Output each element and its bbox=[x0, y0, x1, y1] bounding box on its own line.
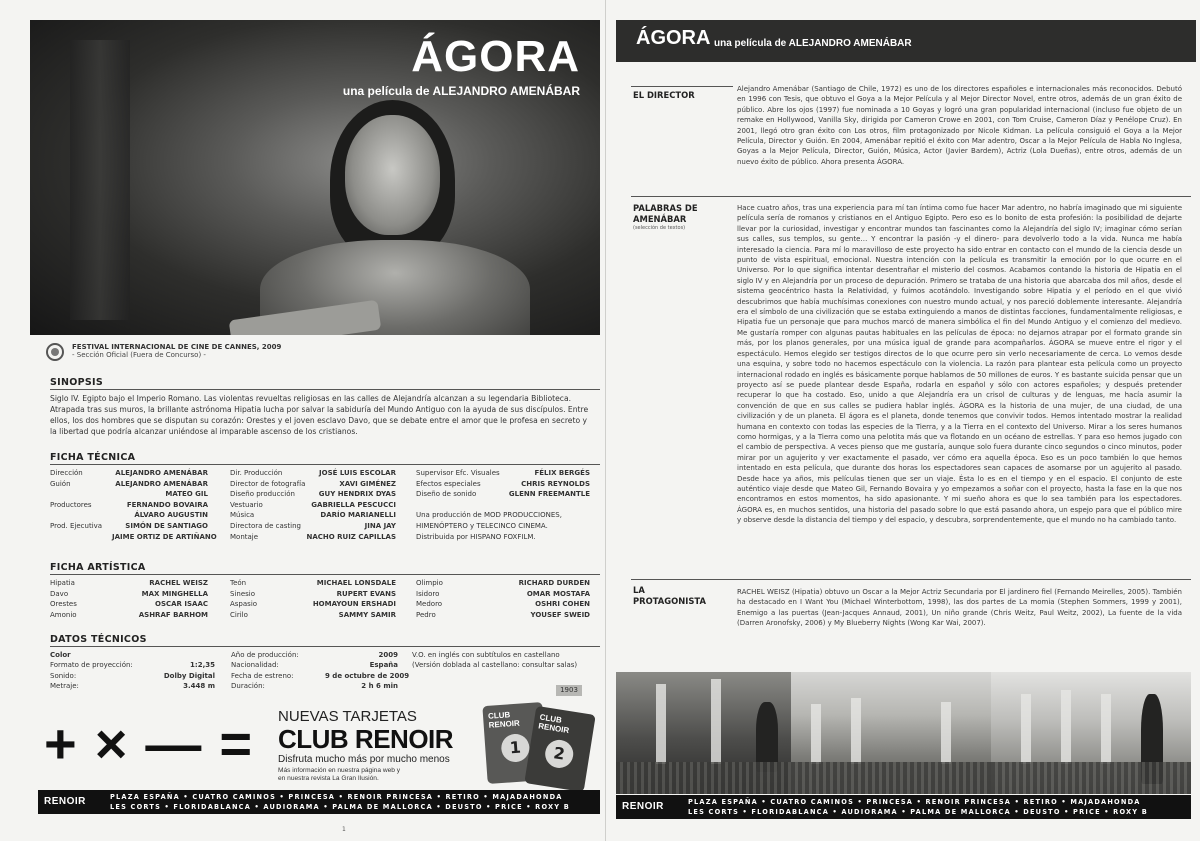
ficha-tecnica-row bbox=[50, 468, 590, 479]
datos-tecnicos-row-cell: Dolby Digital bbox=[163, 671, 215, 680]
ficha-artistica-row-cell: Davo bbox=[50, 589, 69, 598]
still-column bbox=[1021, 694, 1031, 764]
datos-tecnicos-row bbox=[50, 650, 590, 660]
ficha-tecnica-row-cell bbox=[50, 489, 112, 500]
ad-info-line1: Más información en nuestra página web y bbox=[278, 767, 401, 774]
still-column bbox=[711, 679, 721, 764]
festival-info bbox=[46, 343, 281, 361]
ad-title-line2: CLUB RENOIR bbox=[278, 724, 454, 754]
ficha-artistica-row-cell: Pedro bbox=[416, 610, 436, 619]
ficha-tecnica-row-cell: Música bbox=[230, 511, 255, 520]
still-column bbox=[1101, 694, 1111, 764]
still-crowd bbox=[991, 762, 1191, 794]
photo-face bbox=[345, 115, 440, 235]
right-title: ÁGORA bbox=[636, 27, 711, 49]
ficha-tecnica-row bbox=[50, 479, 590, 490]
ficha-tecnica-row-cell: Prod. Ejecutiva bbox=[50, 521, 103, 530]
cinema-list-line1: PLAZA ESPAÑA • CUATRO CAMINOS • PRINCESA • RENOIR PRINCESA • RETIRO • MAJADAHONDA bbox=[110, 793, 563, 801]
film-still-2 bbox=[791, 672, 991, 794]
datos-tecnicos-row-cell: España bbox=[369, 661, 398, 670]
still-crowd bbox=[616, 762, 791, 794]
palabras-note: (selección de textos) bbox=[633, 225, 686, 231]
ficha-tecnica-row-cell: Diseño producción bbox=[230, 490, 295, 499]
minus-symbol: — bbox=[145, 712, 202, 775]
cinema-list-right-line2: LES CORTS • FLORIDABLANCA • AUDIORAMA • PALMA DE MALLORCA • DEUSTO • PRICE • ROXY B bbox=[688, 808, 1149, 816]
ficha-tecnica-row-cell: Dirección bbox=[50, 469, 83, 477]
club-card-2 bbox=[524, 706, 595, 792]
hero-photo bbox=[30, 20, 600, 335]
ficha-artistica-row-cell: OSHRI COHEN bbox=[535, 600, 590, 609]
ficha-tecnica-row bbox=[50, 521, 590, 532]
datos-tecnicos-row bbox=[50, 671, 590, 681]
plus-symbol: + bbox=[44, 712, 77, 775]
ficha-tecnica-row-cell: Distribuida por HISPANO FOXFILM. bbox=[416, 532, 536, 541]
right-subtitle: una película de ALEJANDRO AMENÁBAR bbox=[714, 38, 912, 49]
ad-title-line1: NUEVAS TARJETAS bbox=[278, 708, 417, 725]
ficha-tecnica-row-cell: NACHO RUIZ CAPILLAS bbox=[306, 532, 396, 541]
page-number: 1 bbox=[342, 826, 346, 833]
ficha-tecnica-row-cell: Supervisor Efc. Visuales bbox=[416, 469, 500, 477]
datos-tecnicos-row-cell: Nacionalidad: bbox=[231, 661, 279, 670]
still-column bbox=[811, 704, 821, 764]
ficha-tecnica-row bbox=[50, 500, 590, 511]
ficha-tecnica-row-cell: Diseño de sonido bbox=[416, 490, 477, 499]
still-column bbox=[941, 702, 951, 764]
ficha-artistica-row-cell: RUPERT EVANS bbox=[336, 589, 396, 598]
ficha-artistica-row-cell: RACHEL WEISZ bbox=[149, 579, 208, 587]
ficha-artistica-row-cell: MICHAEL LONSDALE bbox=[316, 579, 396, 587]
datos-tecnicos-row-cell: Sonido: bbox=[50, 671, 77, 680]
ficha-artistica-row bbox=[50, 610, 590, 621]
datos-tecnicos-row-cell: 9 de octubre de 2009 bbox=[325, 671, 410, 680]
director-text: Alejandro Amenábar (Santiago de Chile, 1972) es uno de los directores españoles e internacionales más reconocidos. Debutó en 1996 con Tesis, que obtuvo el Goya a la Mejor Película y al Mejor Director Novel, entre otros, además de un gran éxito de público. Abre los ojos (1997) fue nominada a 10 Goyas y logró una gran popularidad internacional (incluso fue objeto de un remake en Hollywood, Vanilla Sky, dirigida por Cameron Crowe en 2001, con Tom Cruise, Cameron Díaz y Penélope Cruz). En 2001, llegó otro gran éxito con Los otros, film protagonizado por Nicole Kidman. La película consiguió el Goya a la Mejor Película, Director y Guión. En 2004, Amenábar repitió el éxito con Mar adentro, Oscar a la Mejor Película de Habla No Inglesa, Goyas a la Mejor Película, Director, Guión, Música, Actor (Javier Bardem), Actriz (Lola Dueñas), entre otros, además de un nuevo éxito de público. Ahora presenta ÁGORA. bbox=[737, 85, 1182, 166]
ad-tagline: Disfruta mucho más por mucho menos bbox=[278, 754, 450, 765]
ficha-tecnica-row-cell: FERNANDO BOVAIRA bbox=[126, 500, 208, 509]
protagonista-text: RACHEL WEISZ (Hipatia) obtuvo un Oscar a la Mejor Actriz Secundaria por El jardinero fiel (Fernando Meirelles, 2005). También ha destacado en I Want You (Michael Winterbottom, 1998), las dos partes de La momia (Stephen Sommers, 1999 y 2001), Enemigo a las puertas (Jean-Jacques Annaud, 2001), Un niño grande (Chris Weitz, Paul Weitz, 2002), La fuente de la vida (Darren Aronofsky, 2006) y My Blueberry Nights (Wong Kar Wai, 2007). bbox=[737, 588, 1182, 628]
ficha-tecnica-row-cell: GLENN FREEMANTLE bbox=[508, 490, 590, 499]
palm-award-icon bbox=[46, 343, 64, 361]
photo-pillar bbox=[70, 40, 130, 320]
ficha-artistica-table bbox=[50, 578, 590, 620]
hero-subtitle: una película de ALEJANDRO AMENÁBAR bbox=[342, 84, 580, 98]
ficha-tecnica-row-cell: Director de fotografía bbox=[230, 479, 306, 488]
protagonista-label: LA PROTAGONISTA bbox=[633, 585, 706, 606]
ficha-tecnica-row-cell: Una producción de MOD PRODUCCIONES, bbox=[416, 511, 562, 520]
director-label: EL DIRECTOR bbox=[633, 90, 695, 100]
equals-symbol: = bbox=[219, 712, 253, 775]
ficha-artistica-row-cell: Medoro bbox=[416, 600, 443, 609]
datos-tecnicos-table bbox=[50, 650, 590, 691]
sinopsis-heading: SINOPSIS bbox=[50, 377, 600, 390]
festival-section: - Sección Oficial (Fuera de Concurso) - bbox=[72, 351, 206, 359]
ficha-tecnica-row bbox=[50, 489, 590, 500]
cinema-list-right-line1: PLAZA ESPAÑA • CUATRO CAMINOS • PRINCESA • RENOIR PRINCESA • RETIRO • MAJADAHONDA bbox=[688, 798, 1141, 806]
ficha-artistica-row bbox=[50, 589, 590, 600]
still-crowd bbox=[791, 762, 991, 794]
ficha-artistica-row-cell: MAX MINGHELLA bbox=[141, 589, 208, 598]
ad-info-line2: en nuestra revista La Gran Ilusión. bbox=[278, 775, 379, 782]
datos-tecnicos-row-cell bbox=[150, 650, 215, 660]
datos-tecnicos-row-cell: Año de producción: bbox=[231, 651, 299, 659]
ficha-artistica-row bbox=[50, 578, 590, 589]
times-symbol: × bbox=[94, 712, 128, 775]
ficha-artistica-row-cell: HOMAYOUN ERSHADI bbox=[312, 600, 396, 609]
card-1-number: 1 bbox=[500, 733, 530, 763]
film-stills-strip bbox=[616, 672, 1191, 794]
film-still-1 bbox=[616, 672, 791, 794]
ficha-artistica-row-cell: Aspasio bbox=[230, 600, 258, 609]
ficha-artistica-row-cell: Teón bbox=[230, 579, 247, 587]
datos-tecnicos-row-cell: 2 h 6 min bbox=[361, 681, 398, 690]
renoir-logo-right: RENOIR bbox=[622, 801, 664, 812]
datos-tecnicos-row bbox=[50, 681, 590, 691]
ficha-tecnica-row-cell: MATEO GIL bbox=[165, 490, 208, 499]
ficha-artistica-row-cell: Orestes bbox=[50, 600, 77, 609]
ficha-tecnica-row-cell bbox=[492, 521, 590, 532]
ficha-tecnica-row-cell: FÉLIX BERGÉS bbox=[534, 469, 590, 477]
ficha-artistica-row-cell: Sinesio bbox=[230, 589, 256, 598]
protagonista-rule bbox=[631, 579, 1191, 580]
ficha-tecnica-row-cell: HIMENÓPTERO y TELECINCO CINEMA. bbox=[416, 521, 548, 530]
ficha-artistica-row-cell: RICHARD DURDEN bbox=[518, 579, 590, 587]
datos-tecnicos-row-cell: Color bbox=[50, 651, 71, 659]
sinopsis-text: Siglo IV. Egipto bajo el Imperio Romano. Las violentas revueltas religiosas en las calles de Alejandría alcanzan a su legendaria Biblioteca. Atrapada tras sus muros, la brillante astrónoma Hipatia lucha por salvar la sabiduría del Mundo Antiguo con la ayuda de sus discípulos. Entre ellos, los dos hombres que se disputan su corazón: Orestes y el joven esclavo Davo, que se debate entre el amor que le profesa en secreto y la libertad que podría alcanzar uniéndose al imparable ascenso de los cristianos. bbox=[50, 394, 589, 436]
ficha-tecnica-row-cell: Productores bbox=[50, 500, 92, 509]
ficha-artistica-row-cell: Hipatia bbox=[50, 579, 75, 587]
ficha-tecnica-row bbox=[50, 510, 590, 521]
datos-tecnicos-row-cell: 1:2,35 bbox=[190, 661, 215, 670]
datos-tecnicos-row-cell: (Versión doblada al castellano: consultar salas) bbox=[412, 661, 578, 670]
director-rule bbox=[631, 86, 733, 87]
datos-tecnicos-row-cell: 3.448 m bbox=[183, 681, 215, 690]
ficha-artistica-row-cell: SAMMY SAMIR bbox=[338, 610, 396, 619]
palabras-label bbox=[633, 203, 718, 232]
ficha-tecnica-row-cell: XAVI GIMÉNEZ bbox=[339, 479, 396, 488]
ficha-tecnica-row-cell: ALEJANDRO AMENÁBAR bbox=[115, 479, 208, 488]
ficha-artistica-row-cell: Cirilo bbox=[230, 610, 248, 619]
renoir-logo: RENOIR bbox=[44, 796, 86, 807]
ficha-artistica-heading: FICHA ARTÍSTICA bbox=[50, 562, 600, 575]
ficha-tecnica-row-cell bbox=[492, 500, 590, 511]
ficha-artistica-row-cell: Isidoro bbox=[416, 589, 440, 598]
ficha-tecnica-row-cell: Dir. Producción bbox=[230, 469, 283, 477]
ficha-tecnica-row-cell: Guión bbox=[50, 479, 71, 488]
ficha-tecnica-row-cell: SIMÓN DE SANTIAGO bbox=[125, 521, 208, 530]
ficha-tecnica-row-cell: ÁLVARO AUGUSTIN bbox=[134, 511, 208, 520]
card-2-number: 2 bbox=[543, 738, 575, 770]
hero-title: ÁGORA bbox=[411, 32, 580, 81]
ficha-artistica-row-cell: Olimpio bbox=[416, 579, 443, 587]
ficha-tecnica-row-cell: ALEJANDRO AMENÁBAR bbox=[115, 469, 208, 477]
ficha-tecnica-row-cell bbox=[492, 510, 590, 521]
ficha-tecnica-row-cell: GABRIELLA PESCUCCI bbox=[311, 500, 396, 509]
ficha-artistica-row-cell: Amonio bbox=[50, 610, 77, 619]
ficha-tecnica-row-cell: DARÍO MARIANELLI bbox=[320, 511, 396, 520]
ficha-tecnica-row-cell: Vestuario bbox=[230, 500, 263, 509]
datos-tecnicos-row-cell: 2009 bbox=[378, 651, 398, 659]
ficha-artistica-row-cell: OSCAR ISAAC bbox=[155, 600, 208, 609]
ficha-tecnica-table bbox=[50, 468, 590, 542]
ficha-tecnica-row bbox=[50, 532, 590, 543]
cinema-list-line2: LES CORTS • FLORIDABLANCA • AUDIORAMA • PALMA DE MALLORCA • DEUSTO • PRICE • ROXY B bbox=[110, 803, 571, 811]
right-header bbox=[616, 20, 1196, 62]
film-still-3 bbox=[991, 672, 1191, 794]
datos-tecnicos-row-cell: V.O. en inglés con subtítulos en castellano bbox=[412, 651, 560, 659]
cinema-list-bar bbox=[38, 790, 600, 814]
ficha-tecnica-row-cell bbox=[402, 500, 492, 511]
ficha-tecnica-row-cell bbox=[492, 532, 590, 543]
ficha-tecnica-heading: FICHA TÉCNICA bbox=[50, 452, 600, 465]
ad-info bbox=[278, 767, 488, 783]
math-symbols bbox=[44, 714, 252, 774]
ficha-tecnica-row-cell: GUY HENDRIX DYAS bbox=[318, 490, 396, 499]
still-column bbox=[851, 698, 861, 764]
still-column bbox=[1061, 690, 1071, 764]
datos-tecnicos-row-cell: Duración: bbox=[231, 681, 265, 690]
datos-tecnicos-row-cell: Metraje: bbox=[50, 681, 79, 690]
ficha-artistica-row bbox=[50, 599, 590, 610]
ficha-tecnica-row-cell: JAIME ORTIZ DE ARTIÑANO bbox=[112, 532, 217, 541]
ficha-tecnica-row-cell: JOSÉ LUIS ESCOLAR bbox=[319, 469, 396, 477]
palabras-rule bbox=[631, 196, 1191, 197]
ficha-artistica-row-cell: ASHRAF BARHOM bbox=[138, 610, 208, 619]
ficha-artistica-row-cell: OMAR MOSTAFA bbox=[526, 589, 590, 598]
festival-name: FESTIVAL INTERNACIONAL DE CINE DE CANNES, 2009 bbox=[72, 343, 282, 351]
ficha-tecnica-row-cell: JINA JAY bbox=[364, 521, 396, 530]
card-2-name: CLUB RENOIR bbox=[537, 712, 570, 736]
ficha-tecnica-row-cell bbox=[50, 532, 112, 543]
datos-tecnicos-row bbox=[50, 660, 590, 670]
ficha-tecnica-row-cell: Directora de casting bbox=[230, 521, 301, 530]
right-page bbox=[605, 0, 1200, 841]
ficha-tecnica-row-cell: Efectos especiales bbox=[416, 479, 481, 488]
catalog-code: 1903 bbox=[556, 685, 582, 696]
ficha-tecnica-row-cell: Montaje bbox=[230, 532, 259, 541]
ficha-tecnica-row-cell: CHRIS REYNOLDS bbox=[521, 479, 590, 488]
cinema-list-bar-right bbox=[616, 795, 1191, 819]
ficha-artistica-row-cell: YOUSEF SWEID bbox=[530, 610, 590, 619]
datos-tecnicos-row-cell bbox=[398, 671, 588, 681]
palabras-text: Hace cuatro años, tras una experiencia para mí tan íntima como fue hacer Mar adentro, no habría imaginado que mi siguiente película sería de romanos y cristianos en el Antiguo Egipto. Pero eso es lo bonito de esta profesión: la posibilidad de dejarte llevar por la curiosidad, investigar y encontrar mundos tan fascinantes como la Alejandría del siglo IV; imaginar cómo serían sus calles, sus templos, su gente… Y encontrar la pasión -y el dinero- para devolverlo todo a la vida. Nunca me había interesado la ciencia. Para mí lo maravilloso de este proyecto ha sido entrar en contacto con el mundo de la ciencia desde un punto de vista espiritual, emocional. Nuestra intención con la película es transmitir la emoción por lo que ocurre en el Universo. Por lo que significa intentar desentrañar el misterio del cosmos. Acabamos contando la historia de Hipatia en el siglo IV y en Alejandría por un proceso de depuración. Primero se trataba de una historia que abarcaba dos mil años, desde el sistema geocéntrico hasta la Relatividad, y fuimos acotándolo. Investigando sobre Hipatia y el período en el que vivió descubrimos que había muchísimas conexiones con nuestro mundo actual, y nos pareció doblemente interesante. Alejandría era el símbolo de una civilización que se estaba extinguiendo a manos de distintas facciones, fundamentalmente religiosas, e Hipatia fue un personaje que para muchos marcó de manera simbólica el fin del Mundo Antiguo y el comienzo del medievo. Me gustaría romper con algunas pautas habituales en las películas de época: no dejarnos atrapar por el formato grande sin más, por los planos generales, por una música igual de grande para acompañarlos. ÁGORA se mueve entre el rigor y el espectáculo. Hemos elegido ser testigos directos de lo que ocurre pero sin verlo necesariamente de cerca. Lo vemos desde una esquina, y sobre todo no hacemos espectáculo con la violencia. La razón para plantear esta película como un proyecto internacional rodado en inglés es básicamente porque hablamos de 50 millones de euros. Y es bastante suicida pensar que un proyecto así se puede plantear desde España, rodarla en español y sólo con actores españoles; y después pretender recuperar lo que ha costado. Eso, unido a que Alejandría era un crisol de culturas y de lenguas, me hacía asumir la convención de que en sus calles se pudiera hablar inglés. ÁGORA es la historia de una mujer, de una ciudad, de una civilización y de un planeta. El ágora es el planeta, donde tenemos que convivir todos. Hemos intentado mostrar la realidad humana en contexto con todas las especies de la Tierra, y a la Tierra en el contexto del Universo. Mirar a los seres humanos como hormigas, y a la Tierra como una pelotita más que va flotando en un océano de estrellas. Y para eso hemos jugado con el cambio de perspectiva. A veces pienso que me gustaría, aunque solo fuera durante cinco segundos o cinco minutos, poder mirar por un agujerito y ver exactamente el pasado, ver cómo era aquella época. Eso es un poco también lo que hemos intentado en esta película, que durante dos horas los espectadores sean capaces de asomarse por un agujerito al pasado. Desde hace ya años, mis películas tienen que ser un viaje. Ésta lo es en el tiempo y en el espacio. El conjunto de este auténtico viaje desde que Mateo Gil, Fernando Bovaira y yo empezamos a soñar con el proyecto, hasta la fase en la que nos encontramos en estos momentos, ha sido apasionante. Y mi sueño ahora es que lo sea también para los espectadores. ÁGORA es, en muchos sentidos, una historia del pasado sobre lo que está pasando ahora, un espejo para que el público mire y observe desde la distancia del tiempo y del espacio, y descubra, sorprendentemente, que el mundo no ha cambiado tanto. bbox=[737, 204, 1182, 525]
still-column bbox=[656, 684, 666, 764]
club-renoir-ad bbox=[38, 700, 600, 788]
ficha-tecnica-row-cell bbox=[50, 510, 112, 521]
datos-tecnicos-row-cell: Fecha de estreno: bbox=[231, 671, 294, 680]
card-1-name: CLUB RENOIR bbox=[487, 710, 521, 730]
datos-tecnicos-heading: DATOS TÉCNICOS bbox=[50, 634, 600, 647]
palabras-title: PALABRAS DE AMENÁBAR bbox=[633, 203, 698, 224]
datos-tecnicos-row-cell: Formato de proyección: bbox=[50, 661, 133, 670]
